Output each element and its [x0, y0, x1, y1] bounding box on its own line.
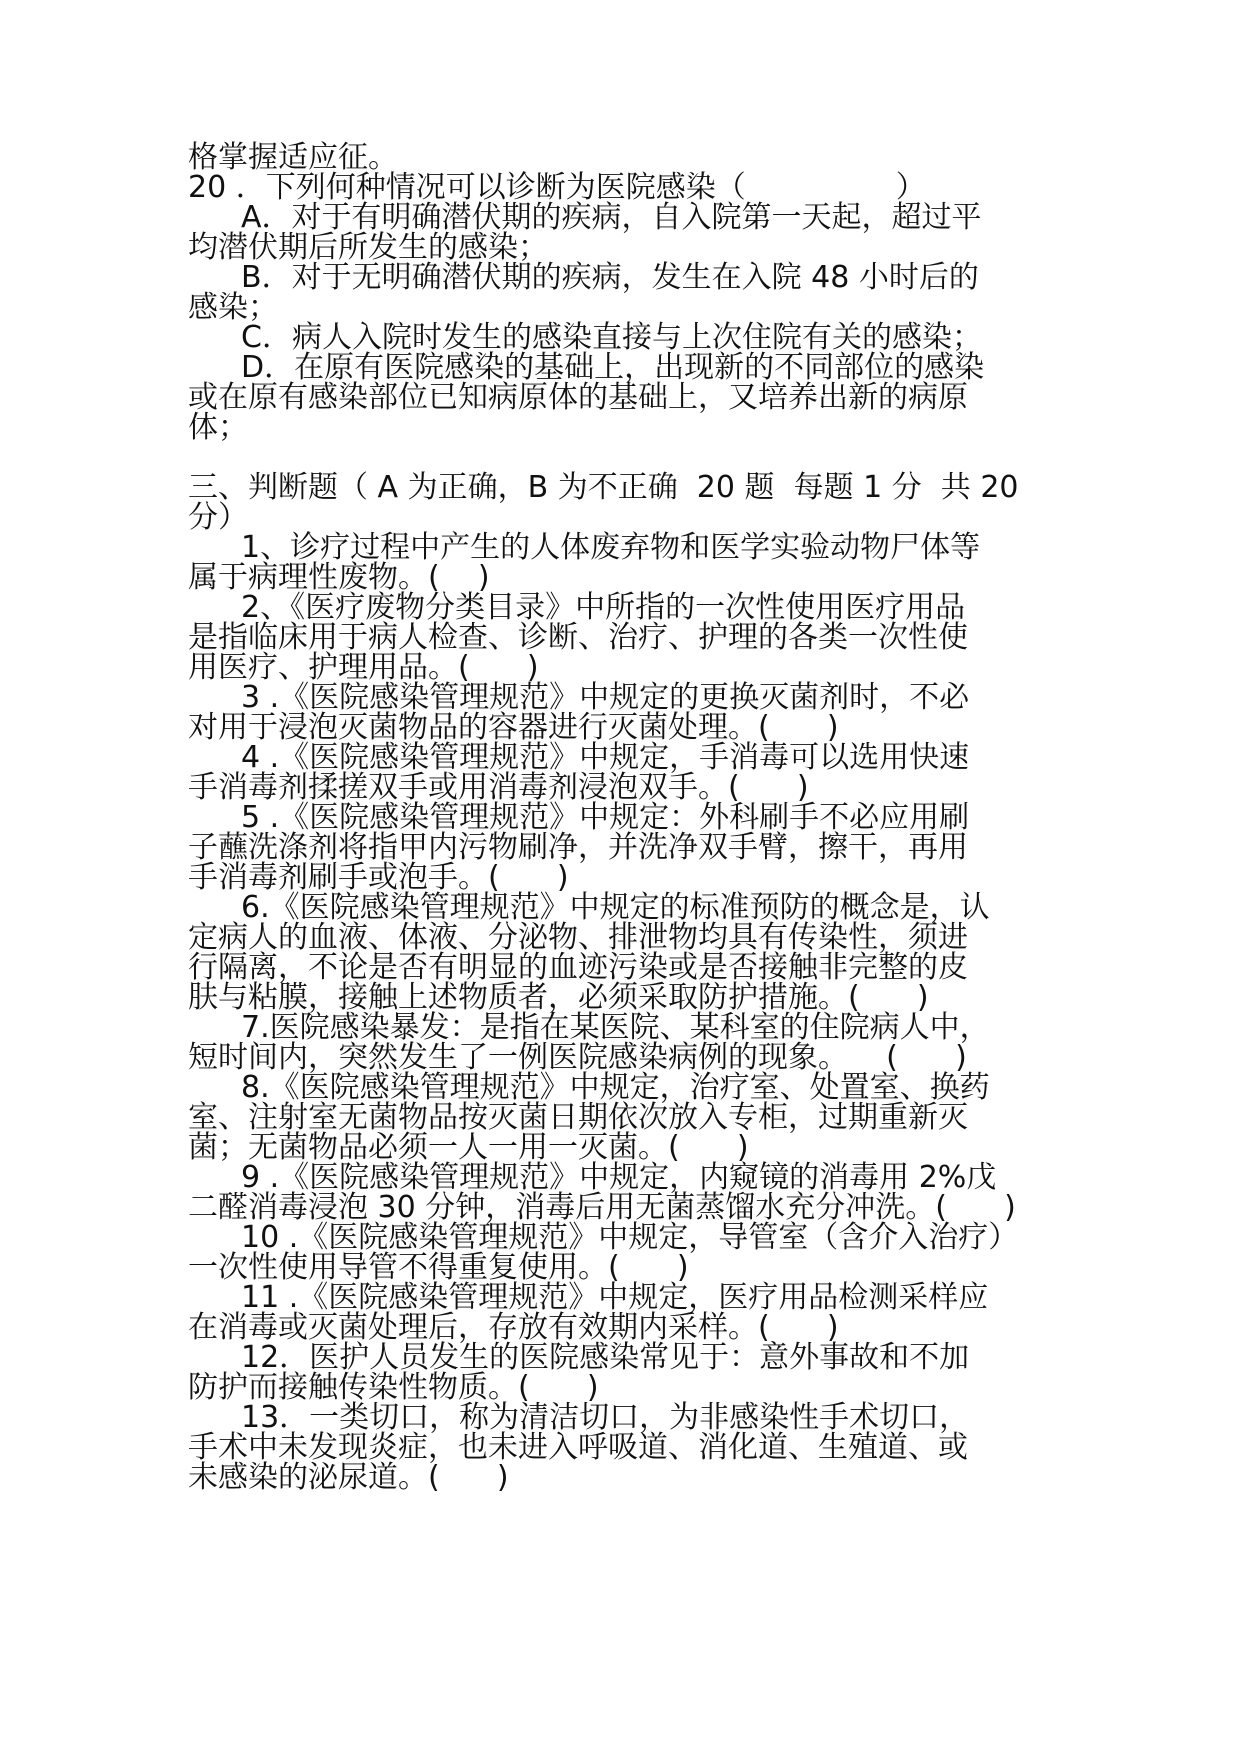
text-line: 2、《医疗废物分类目录》中所指的一次性使用医疗用品: [241, 590, 966, 625]
text-line: 是指临床用于病人检查、诊断、治疗、护理的各类一次性使: [188, 620, 968, 655]
text-line: 对用于浸泡灭菌物品的容器进行灭菌处理。( ): [188, 710, 839, 745]
text-line: 4 .《医院感染管理规范》中规定，手消毒可以选用快速: [241, 740, 970, 775]
text-line: 一次性使用导管不得重复使用。( ): [188, 1250, 689, 1285]
text-line: 分）: [188, 500, 248, 535]
text-line: 7.医院感染暴发：是指在某医院、某科室的住院病人中，: [241, 1010, 990, 1045]
text-line: 菌；无菌物品必须一人一用一灭菌。( ): [188, 1130, 749, 1165]
text-line: 行隔离，不论是否有明显的血迹污染或是否接触非完整的皮: [188, 950, 968, 985]
blank-line: [188, 443, 1068, 473]
text-line: 9 .《医院感染管理规范》中规定，内窥镜的消毒用 2%戊: [241, 1160, 997, 1195]
document-page: [188, 140, 1068, 1495]
text-line: C．病人入院时发生的感染直接与上次住院有关的感染；: [241, 320, 982, 355]
text-line: 肤与粘膜，接触上述物质者，必须采取防护措施。( ): [188, 980, 929, 1015]
text-line: 10 .《医院感染管理规范》中规定，导管室（含介入治疗）: [241, 1220, 1019, 1255]
text-line: 手消毒剂刷手或泡手。( ): [188, 860, 569, 895]
text-line: 在消毒或灭菌处理后，存放有效期内采样。( ): [188, 1310, 839, 1345]
text-line: 二醛消毒浸泡 30 分钟，消毒后用无菌蒸馏水充分冲洗。( ): [188, 1190, 1016, 1225]
text-line: 20 ．下列何种情况可以诊断为医院感染（ ）: [188, 170, 926, 205]
text-line: 3 .《医院感染管理规范》中规定的更换灭菌剂时，不必: [241, 680, 970, 715]
text-line: 定病人的血液、体液、分泌物、排泄物均具有传染性，须进: [188, 920, 968, 955]
text-line: 均潜伏期后所发生的感染；: [188, 230, 548, 265]
text-line: 体；: [188, 410, 248, 445]
text-line: 手消毒剂揉搓双手或用消毒剂浸泡双手。( ): [188, 770, 809, 805]
text-line: 短时间内，突然发生了一例医院感染病例的现象。 ( ): [188, 1040, 967, 1075]
text-line: 或在原有感染部位已知病原体的基础上，又培养出新的病原: [188, 380, 968, 415]
text-line: 室、注射室无菌物品按灭菌日期依次放入专柜，过期重新灭: [188, 1100, 968, 1135]
text-line: 子蘸洗涤剂将指甲内污物刷净，并洗净双手臂，擦干，再用: [188, 830, 968, 865]
text-line: B．对于无明确潜伏期的疾病，发生在入院 48 小时后的: [241, 260, 979, 295]
text-line: 8.《医院感染管理规范》中规定，治疗室、处置室、换药: [241, 1070, 990, 1105]
text-line: D．在原有医院感染的基础上，出现新的不同部位的感染: [241, 350, 985, 385]
text-line: 11 .《医院感染管理规范》中规定，医疗用品检测采样应: [241, 1280, 989, 1315]
text-line: 三、判断题（ A 为正确，B 为不正确 20 题 每题 1 分 共 20: [188, 470, 1019, 505]
text-line: 格掌握适应征。: [188, 140, 398, 175]
text-line: 12．医护人员发生的医院感染常见于：意外事故和不加: [241, 1340, 970, 1375]
text-line: A．对于有明确潜伏期的疾病，自入院第一天起，超过平: [241, 200, 982, 235]
text-line: 5 .《医院感染管理规范》中规定：外科刷手不必应用刷: [241, 800, 970, 835]
text-line: 手术中未发现炎症，也未进入呼吸道、消化道、生殖道、或: [188, 1430, 968, 1465]
text-line: 未感染的泌尿道。( ): [188, 1460, 509, 1495]
text-line: 防护而接触传染性物质。( ): [188, 1370, 599, 1405]
text-line: 感染；: [188, 290, 278, 325]
text-line: 用医疗、护理用品。( ): [188, 650, 539, 685]
text-line: 属于病理性废物。( ): [188, 560, 490, 595]
text-line: 6.《医院感染管理规范》中规定的标准预防的概念是，认: [241, 890, 990, 925]
text-line: 13．一类切口，称为清洁切口，为非感染性手术切口，: [241, 1400, 970, 1435]
text-line: 1、诊疗过程中产生的人体废弃物和医学实验动物尸体等: [241, 530, 981, 565]
